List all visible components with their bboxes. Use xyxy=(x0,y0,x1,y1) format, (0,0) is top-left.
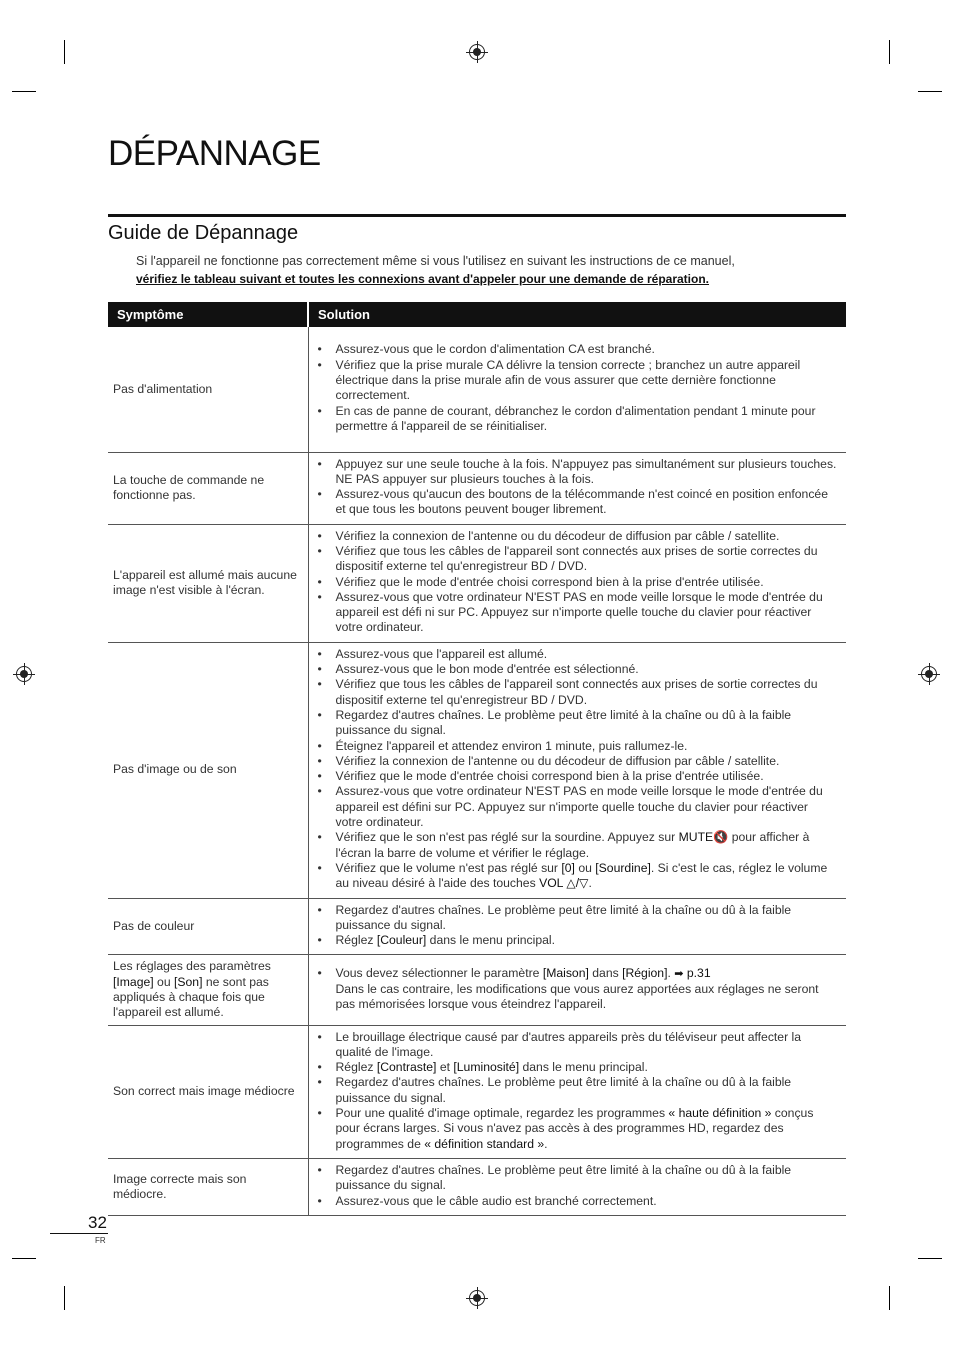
solution-item xyxy=(318,966,839,1013)
registration-mark-icon xyxy=(921,666,937,682)
text: Réglez xyxy=(335,1060,377,1075)
section-rule xyxy=(108,214,846,217)
solution-item: • Appuyez sur une seule touche à la fois. N'appuyez pas simultanément sur plusieurs touches. NE PAS appuyer sur plusieurs touches à la fois. xyxy=(318,457,839,488)
menu-option: « haute définition » xyxy=(668,1106,772,1121)
symptom-cell: Image correcte mais son médiocre. xyxy=(108,1158,308,1215)
menu-option: « définition standard » xyxy=(424,1136,545,1151)
symptom-cell xyxy=(108,955,308,1025)
table-row xyxy=(108,898,846,955)
text: . xyxy=(667,965,671,980)
solution-cell xyxy=(308,1025,846,1158)
text: Pour une qualité d'image optimale, regardez les programmes xyxy=(335,1106,669,1121)
menu-option: [Contraste] xyxy=(376,1060,437,1075)
text: Les réglages des paramètres xyxy=(113,959,271,974)
page-reference: p.31 xyxy=(686,965,711,980)
solution-cell xyxy=(308,642,846,898)
solution-cell xyxy=(308,898,846,955)
symptom-cell: Pas d'alimentation xyxy=(108,327,308,452)
solution-item: • Regardez d'autres chaînes. Le problème peut être limité à la chaîne ou dû à la faible puissance du signal. xyxy=(318,1075,839,1106)
crop-mark xyxy=(64,1286,65,1310)
table-row xyxy=(108,955,846,1025)
text: Vérifiez que le volume n'est pas réglé sur xyxy=(335,860,562,875)
solution-item: • Assurez-vous que le cordon d'alimentation CA est branché. xyxy=(318,342,839,357)
solution-item: • Assurez-vous que l'appareil est allumé. xyxy=(318,647,839,662)
intro-warning: vérifiez le tableau suivant et toutes les connexions avant d'appeler pour une demande de réparation. xyxy=(136,272,710,286)
menu-option: [Luminosité] xyxy=(453,1060,520,1075)
text: dans xyxy=(588,965,623,980)
table-row xyxy=(108,1158,846,1215)
solution-item xyxy=(318,933,839,948)
crop-mark xyxy=(64,40,65,64)
solution-item: • Assurez-vous que votre ordinateur N'EST PAS en mode veille lorsque le mode d'entrée du appareil est défini sur PC. Appuyez sur n'importe quelle touche du clavier pour réactiver votre ordinateur. xyxy=(318,784,839,830)
text: Réglez xyxy=(335,933,377,948)
text: et xyxy=(436,1060,454,1075)
solution-item: • Vérifiez la connexion de l'antenne ou du décodeur de diffusion par câble / satellite. xyxy=(318,529,839,544)
solution-item: • Regardez d'autres chaînes. Le problème peut être limité à la chaîne ou dû à la faible puissance du signal. xyxy=(318,1163,839,1194)
menu-option: [Sourdine] xyxy=(595,860,651,875)
menu-option: [Maison] xyxy=(542,965,589,980)
mute-icon: 🔇 xyxy=(713,830,729,845)
solution-item: • Regardez d'autres chaînes. Le problème peut être limité à la chaîne ou dû à la faible puissance du signal. xyxy=(318,708,839,739)
text: ou xyxy=(574,860,596,875)
solution-cell xyxy=(308,452,846,524)
troubleshooting-table xyxy=(108,302,846,1216)
solution-cell xyxy=(308,327,846,452)
menu-option: [Image] xyxy=(113,974,154,989)
menu-option: [Région] xyxy=(622,965,668,980)
text: Dans le cas contraire, les modifications que vous aurez apportées aux réglages ne seront pas mémorisées lorsque vous éteindrez l'appareil. xyxy=(335,981,819,1012)
solution-item: • Assurez-vous qu'aucun des boutons de la télécommande n'est coincé en position enfoncée et que tous les boutons peuvent bouger librement. xyxy=(318,487,839,518)
table-row xyxy=(108,1025,846,1158)
crop-mark xyxy=(918,1258,942,1259)
column-header-symptom: Symptôme xyxy=(108,302,308,327)
solution-item xyxy=(318,861,839,892)
symptom-cell: Pas d'image ou de son xyxy=(108,642,308,898)
solution-item xyxy=(318,1106,839,1152)
text: Vous devez sélectionner le paramètre xyxy=(335,965,543,980)
text: ou xyxy=(153,974,174,989)
text: ne sont pas appliqués à chaque fois que l'appareil est allumé. xyxy=(113,974,269,1020)
solution-item: • Éteignez l'appareil et attendez environ 1 minute, puis rallumez-le. xyxy=(318,739,839,754)
solution-item: • Regardez d'autres chaînes. Le problème peut être limité à la chaîne ou dû à la faible puissance du signal. xyxy=(318,903,839,934)
symptom-cell: L'appareil est allumé mais aucune image n'est visible à l'écran. xyxy=(108,524,308,642)
crop-mark xyxy=(889,40,890,64)
solution-item: • Assurez-vous que votre ordinateur N'EST PAS en mode veille lorsque le mode d'entrée du appareil est défi ni sur PC. Appuyez sur n'importe quelle touche du clavier pour réactiver votre ordinateur. xyxy=(318,590,839,636)
text: pour afficher à l'écran la barre de volume et vérifier le réglage. xyxy=(335,830,810,860)
solution-item: • Vérifiez la connexion de l'antenne ou du décodeur de diffusion par câble / satellite. xyxy=(318,754,839,769)
page-number: 32 xyxy=(88,1213,107,1232)
symptom-cell: Son correct mais image médiocre xyxy=(108,1025,308,1158)
menu-option: [0] xyxy=(561,860,575,875)
table-row xyxy=(108,642,846,898)
crop-mark xyxy=(918,91,942,92)
table-header-row xyxy=(108,302,846,327)
symptom-cell: La touche de commande ne fonctionne pas. xyxy=(108,452,308,524)
text: . Si c'est le cas, réglez le volume au niveau désiré à l'aide des touches xyxy=(335,860,828,891)
table-row xyxy=(108,327,846,452)
page-number-rule xyxy=(50,1233,108,1234)
text: Vérifiez que le son n'est pas réglé sur la sourdine. Appuyez sur xyxy=(335,830,679,845)
column-header-solution: Solution xyxy=(308,302,846,327)
language-code: FR xyxy=(95,1236,106,1245)
vol-key-label: VOL △/▽ xyxy=(539,876,589,891)
solution-item: • Vérifiez que le mode d'entrée choisi correspond bien à la prise d'entrée utilisée. xyxy=(318,575,839,590)
solution-item xyxy=(318,1060,839,1075)
crop-mark xyxy=(12,91,36,92)
solution-item: • Assurez-vous que le câble audio est branché correctement. xyxy=(318,1194,839,1209)
crop-mark xyxy=(889,1286,890,1310)
text: dans le menu principal. xyxy=(519,1060,648,1075)
solution-item: • En cas de panne de courant, débranchez le cordon d'alimentation pendant 1 minute pour permettre á l'appareil de se réinitialiser. xyxy=(318,404,839,435)
intro-text: Si l'appareil ne fonctionne pas correctement même si vous l'utilisez en suivant les instructions de ce manuel, xyxy=(136,254,735,268)
solution-item: • Vérifiez que tous les câbles de l'appareil sont connectés aux prises de sortie correctes du dispositif externe tel qu'enregistreur BD / DVD. xyxy=(318,544,839,575)
page-reference-arrow-icon: ➡ xyxy=(674,967,684,980)
page-title: DÉPANNAGE xyxy=(108,134,321,173)
menu-option: [Couleur] xyxy=(376,933,427,948)
solution-cell xyxy=(308,524,846,642)
solution-cell xyxy=(308,955,846,1025)
text: . xyxy=(588,876,592,891)
menu-option: [Son] xyxy=(174,974,203,989)
table-row xyxy=(108,524,846,642)
solution-cell xyxy=(308,1158,846,1215)
symptom-cell: Pas de couleur xyxy=(108,898,308,955)
table-row xyxy=(108,452,846,524)
text: dans le menu principal. xyxy=(426,933,555,948)
solution-item: • Vérifiez que la prise murale CA délivre la tension correcte ; branchez un autre appareil électrique dans la prise murale afin de vous assurer que cette dernière fonctionne correctement. xyxy=(318,358,839,404)
registration-mark-icon xyxy=(16,666,32,682)
text: . xyxy=(544,1136,548,1151)
solution-item: • Vérifiez que le mode d'entrée choisi correspond bien à la prise d'entrée utilisée. xyxy=(318,769,839,784)
text: conçus pour écrans larges. Si vous n'avez pas accès à des programmes HD, regardez des programmes de xyxy=(335,1106,814,1151)
solution-item: • Vérifiez que tous les câbles de l'appareil sont connectés aux prises de sortie correctes du dispositif externe tel qu'enregistreur BD / DVD. xyxy=(318,677,839,708)
mute-key-label: MUTE xyxy=(678,830,714,845)
solution-item: • Le brouillage électrique causé par d'autres appareils près du téléviseur peut affecter la qualité de l'image. xyxy=(318,1030,839,1061)
crop-mark xyxy=(12,1258,36,1259)
solution-item: • Assurez-vous que le bon mode d'entrée est sélectionné. xyxy=(318,662,839,677)
solution-item xyxy=(318,830,839,861)
registration-mark-icon xyxy=(469,44,485,60)
section-title: Guide de Dépannage xyxy=(108,222,299,244)
registration-mark-icon xyxy=(469,1290,485,1306)
